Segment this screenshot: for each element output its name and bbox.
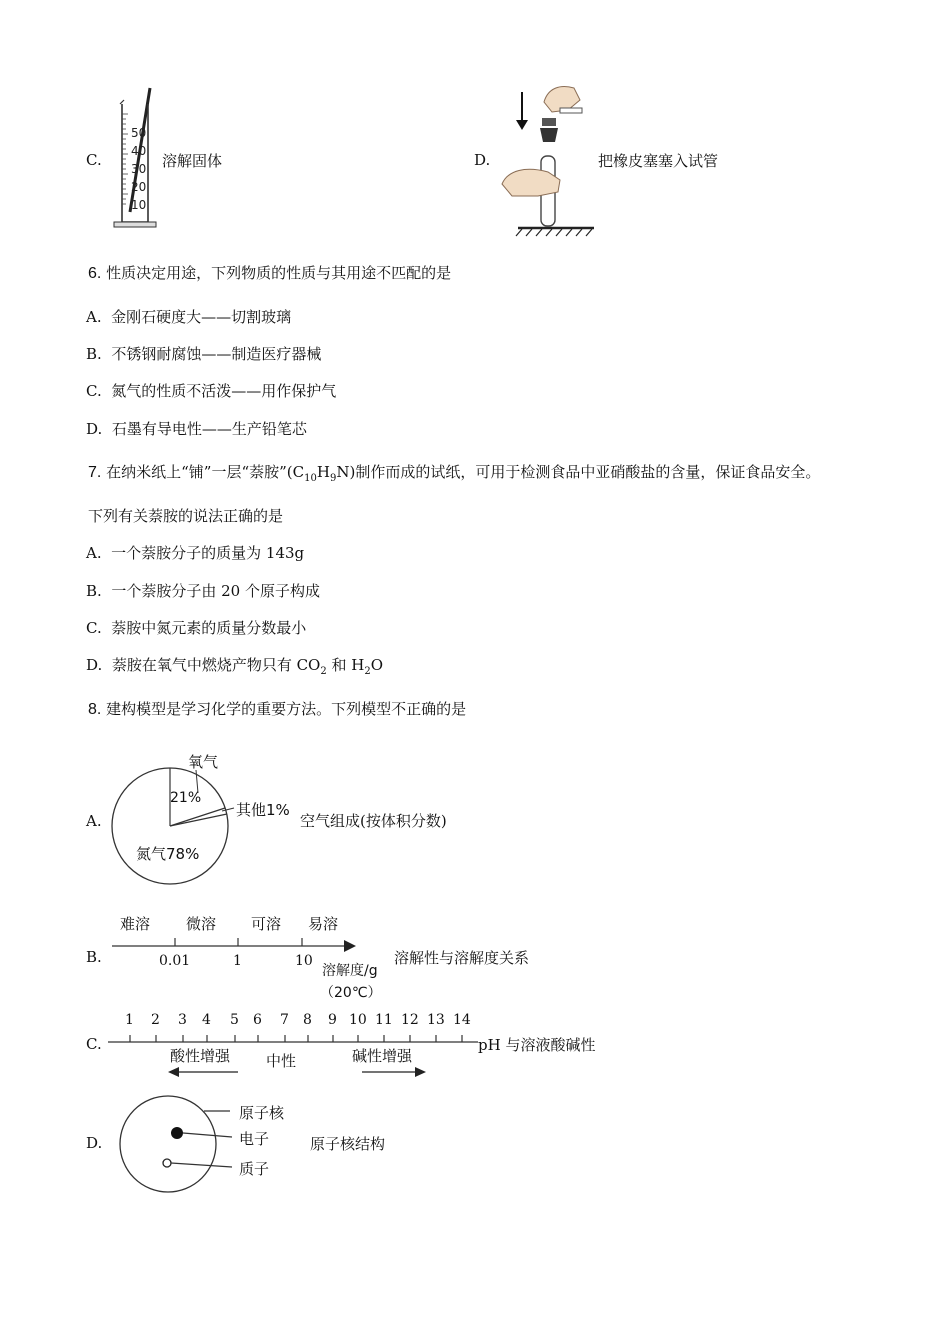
solubility-category: 可溶 (251, 915, 282, 933)
solubility-category: 易溶 (308, 915, 339, 933)
ph-tick: 14 (453, 1012, 471, 1028)
pie-label-oxygen-pct: 21% (170, 790, 202, 806)
cylinder-mark: 30 (131, 162, 147, 176)
solubility-tick: 10 (295, 953, 313, 969)
option-letter: A. (86, 544, 102, 562)
question-number: 7. (88, 464, 102, 481)
ph-tick-labels (108, 1012, 480, 1030)
ph-tick: 4 (202, 1012, 211, 1028)
ph-tick: 9 (328, 1012, 337, 1028)
option-letter: B. (86, 582, 102, 600)
option-text: 一个萘胺分子由 20 个原子构成 (111, 582, 320, 600)
ph-acid-label: 酸性增强 (170, 1047, 231, 1065)
option-text: 把橡皮塞塞入试管 (598, 152, 719, 170)
option: D. 萘胺在氧气中燃烧产物只有 $CO_2$ 和 $H_2O$ (86, 656, 384, 677)
test-tube-stopper-icon (498, 80, 598, 238)
solubility-tick: 1 (233, 953, 242, 969)
cylinder-mark: 10 (131, 198, 147, 212)
question-number: 8. (88, 701, 102, 718)
option-letter: C. (86, 382, 102, 400)
atom-label-electron: 电子 (239, 1130, 270, 1148)
option-letter: A. (86, 812, 102, 830)
option-letter: C. (86, 1035, 102, 1053)
ph-tick: 3 (178, 1012, 187, 1028)
cylinder-mark: 50 (131, 126, 147, 140)
question-number: 6. (88, 265, 102, 282)
atom-label-proton: 质子 (239, 1160, 270, 1178)
question-text: 性质决定用途，下列物质的性质与其用途不匹配的是 (106, 264, 452, 282)
solubility-category: 微溶 (186, 915, 217, 933)
option-text: 氮气的性质不活泼——用作保护气 (111, 382, 337, 400)
option-text: 萘胺中氮元素的质量分数最小 (111, 619, 307, 637)
option-text: 萘胺在氧气中燃烧产物只有 CO (111, 656, 321, 674)
option-text: 不锈钢耐腐蚀——制造医疗器械 (111, 345, 322, 363)
option (86, 617, 306, 638)
ph-tick: 13 (427, 1012, 445, 1028)
solubility-category: 难溶 (120, 915, 151, 933)
solubility-axis-sub: （20℃） (320, 985, 382, 1001)
question-stem-line2: 下列有关萘胺的说法正确的是 (88, 507, 284, 525)
option-letter: C. (86, 619, 102, 637)
question-stem (88, 461, 820, 484)
chemical-formula: $C_{10}H_9N$ (292, 463, 350, 484)
pie-label-oxygen: 氧气 (188, 753, 219, 771)
option-text: 溶解固体 (162, 152, 223, 170)
solubility-axis-label: 溶解度/g (322, 963, 378, 979)
pie-label-nitrogen: 氮气78% (136, 845, 200, 863)
option-text: 石墨有导电性——生产铅笔芯 (111, 420, 307, 438)
option-letter: B. (86, 948, 102, 966)
ph-base-label: 碱性增强 (352, 1047, 413, 1065)
option-letter: D. (86, 656, 103, 674)
option-letter: A. (86, 308, 102, 326)
model-caption: 溶解性与溶解度关系 (394, 949, 530, 967)
ph-tick: 10 (349, 1012, 367, 1028)
ph-tick: 7 (280, 1012, 289, 1028)
question-stem (88, 262, 451, 283)
option-text: 金刚石硬度大——切割玻璃 (111, 308, 292, 326)
cylinder-mark: 20 (131, 180, 147, 194)
ph-tick: 2 (151, 1012, 160, 1028)
cylinder-mark: 40 (131, 144, 147, 158)
ph-neutral-label: 中性 (266, 1052, 297, 1070)
question-text: )制作而成的试纸，可用于检测食品中亚硝酸盐的含量，保证食品安全。 (349, 463, 821, 481)
option-letter: D. (86, 1134, 103, 1152)
solubility-tick: 0.01 (159, 953, 191, 969)
option (86, 580, 320, 601)
option (86, 418, 307, 439)
model-caption: 空气组成(按体积分数) (300, 812, 447, 830)
ph-tick: 8 (303, 1012, 312, 1028)
ph-tick: 12 (401, 1012, 419, 1028)
question-text: 建构模型是学习化学的重要方法。下列模型不正确的是 (106, 700, 467, 718)
ph-tick: 1 (125, 1012, 134, 1028)
option-letter: D. (86, 420, 103, 438)
option-letter: B. (86, 345, 102, 363)
option-letter: D. (474, 151, 491, 169)
model-caption: 原子核结构 (310, 1135, 386, 1153)
pie-label-other: 其他1% (236, 801, 290, 819)
question-stem (88, 698, 466, 719)
option-text: 一个萘胺分子的质量为 143g (111, 544, 305, 562)
ph-tick: 5 (230, 1012, 239, 1028)
ph-tick: 6 (253, 1012, 262, 1028)
option (86, 343, 321, 364)
ph-tick: 11 (375, 1012, 393, 1028)
option (86, 542, 304, 563)
atom-label-nucleus: 原子核 (239, 1104, 285, 1122)
option (86, 306, 291, 327)
question-text: 在纳米纸上“铺”一层“萘胺”( (106, 463, 293, 481)
option-letter: C. (86, 151, 102, 169)
model-caption: pH 与溶液酸碱性 (478, 1036, 596, 1054)
option (86, 380, 336, 401)
